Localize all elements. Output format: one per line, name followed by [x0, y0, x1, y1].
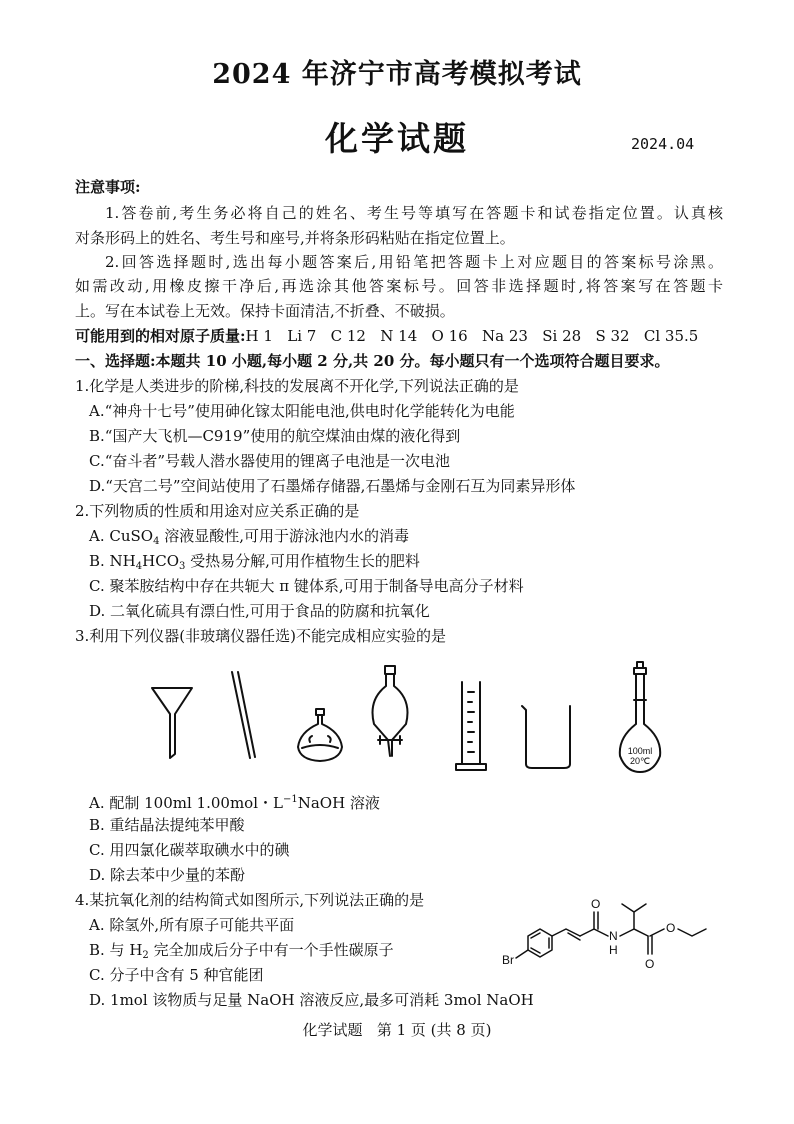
q1-option-d: D.“天宫二号”空间站使用了石墨烯存储器,石墨烯与金刚石互为同素异形体: [89, 477, 576, 495]
flask-volume-label: 100ml: [627, 746, 653, 756]
page-footer: 化学试题 第 1 页 (共 8 页): [302, 1021, 492, 1039]
q2-stem: 2.下列物质的性质和用途对应关系正确的是: [75, 502, 360, 520]
q4-option-c: C. 分子中含有 5 种官能团: [89, 966, 264, 984]
q2-option-b: B. $NH_4HCO_3$ 受热易分解,可用作植物生长的肥料: [89, 552, 420, 572]
flask-temp-label: 20℃: [629, 756, 651, 766]
atomic-masses-values: H 1 Li 7 C 12 N 14 O 16 Na 23 Si 28 S 32 Cl 35.5: [245, 327, 699, 345]
glass-rod-icon: [232, 672, 255, 758]
round-flask-icon: [298, 709, 342, 761]
section-1-heading: 一、选择题:本题共 10 小题,每小题 2 分,共 20 分。每小题只有一个选项符合题目要求。: [75, 352, 670, 370]
separatory-funnel-icon: [373, 666, 408, 756]
funnel-icon: [152, 688, 192, 758]
notice-heading: 注意事项:: [75, 178, 141, 196]
struct-label-n: N: [609, 929, 618, 943]
q3-option-b: B. 重结晶法提纯苯甲酸: [89, 816, 245, 834]
atomic-masses: [75, 326, 698, 346]
graduated-cylinder-icon: [456, 682, 486, 770]
notice-item-1-line-1: 1.答卷前,考生务必将自己的姓名、考生号等填写在答题卡和试卷指定位置。认真核: [105, 204, 723, 222]
atomic-masses-label: 可能用到的相对原子质量:: [75, 327, 246, 345]
q1-option-c: C.“奋斗者”号载人潜水器使用的锂离子电池是一次电池: [89, 452, 451, 470]
notice-item-2-line-3: 上。写在本试卷上无效。保持卡面清洁,不折叠、不破损。: [75, 302, 455, 320]
struct-label-o-ester: O: [666, 921, 676, 935]
q2-option-c: C. 聚苯胺结构中存在共轭大 π 键体系,可用于制备导电高分子材料: [89, 577, 524, 595]
q3-option-c: C. 用四氯化碳萃取碘水中的碘: [89, 841, 290, 859]
exam-title: 2024 年济宁市高考模拟考试: [212, 59, 582, 90]
exam-date: 2024.04: [631, 135, 695, 153]
notice-item-2-line-1: 2.回答选择题时,选出每小题答案后,用铅笔把答题卡上对应题目的答案标号涂黑。: [105, 253, 723, 271]
q4-option-a: A. 除氢外,所有原子可能共平面: [89, 916, 295, 934]
struct-label-o-amide: O: [591, 897, 601, 911]
subject-title: 化学试题: [325, 119, 469, 158]
q1-stem: 1.化学是人类进步的阶梯,科技的发展离不开化学,下列说法正确的是: [75, 377, 519, 395]
beaker-icon: [522, 706, 570, 768]
q3-stem: 3.利用下列仪器(非玻璃仪器任选)不能完成相应实验的是: [75, 627, 447, 645]
q1-option-a: A.“神舟十七号”使用砷化镓太阳能电池,供电时化学能转化为电能: [89, 402, 515, 420]
struct-label-h: H: [609, 943, 618, 957]
molecular-structure-figure: [494, 874, 734, 984]
q3-option-d: D. 除去苯中少量的苯酚: [89, 866, 246, 884]
notice-item-1-line-2: 对条形码上的姓名、考生号和座号,并将条形码粘贴在指定位置上。: [75, 229, 515, 247]
struct-label-br: Br: [502, 953, 514, 967]
struct-label-o-carbonyl: O: [645, 957, 655, 971]
q4-option-d: D. 1mol 该物质与足量 NaOH 溶液反应,最多可消耗 3mol NaOH: [89, 991, 534, 1009]
notice-item-2-line-2: 如需改动,用橡皮擦干净后,再选涂其他答案标号。回答非选择题时,将答案写在答题卡: [75, 277, 723, 295]
q2-option-d: D. 二氧化硫具有漂白性,可用于食品的防腐和抗氧化: [89, 602, 430, 620]
lab-apparatus-figure: [140, 652, 680, 782]
q1-option-b: B.“国产大飞机—C919”使用的航空煤油由煤的液化得到: [89, 427, 461, 445]
q4-option-b: B. 与 $H_2$ 完全加成后分子中有一个手性碳原子: [89, 941, 394, 961]
q3-option-a: A. 配制 100ml 1.00mol・$L^{-1}NaOH$ 溶液: [89, 794, 380, 812]
q2-option-a: A. CuSO$_4$ 溶液显酸性,可用于游泳池内水的消毒: [89, 527, 410, 547]
q4-stem: 4.某抗氧化剂的结构简式如图所示,下列说法正确的是: [75, 891, 425, 909]
